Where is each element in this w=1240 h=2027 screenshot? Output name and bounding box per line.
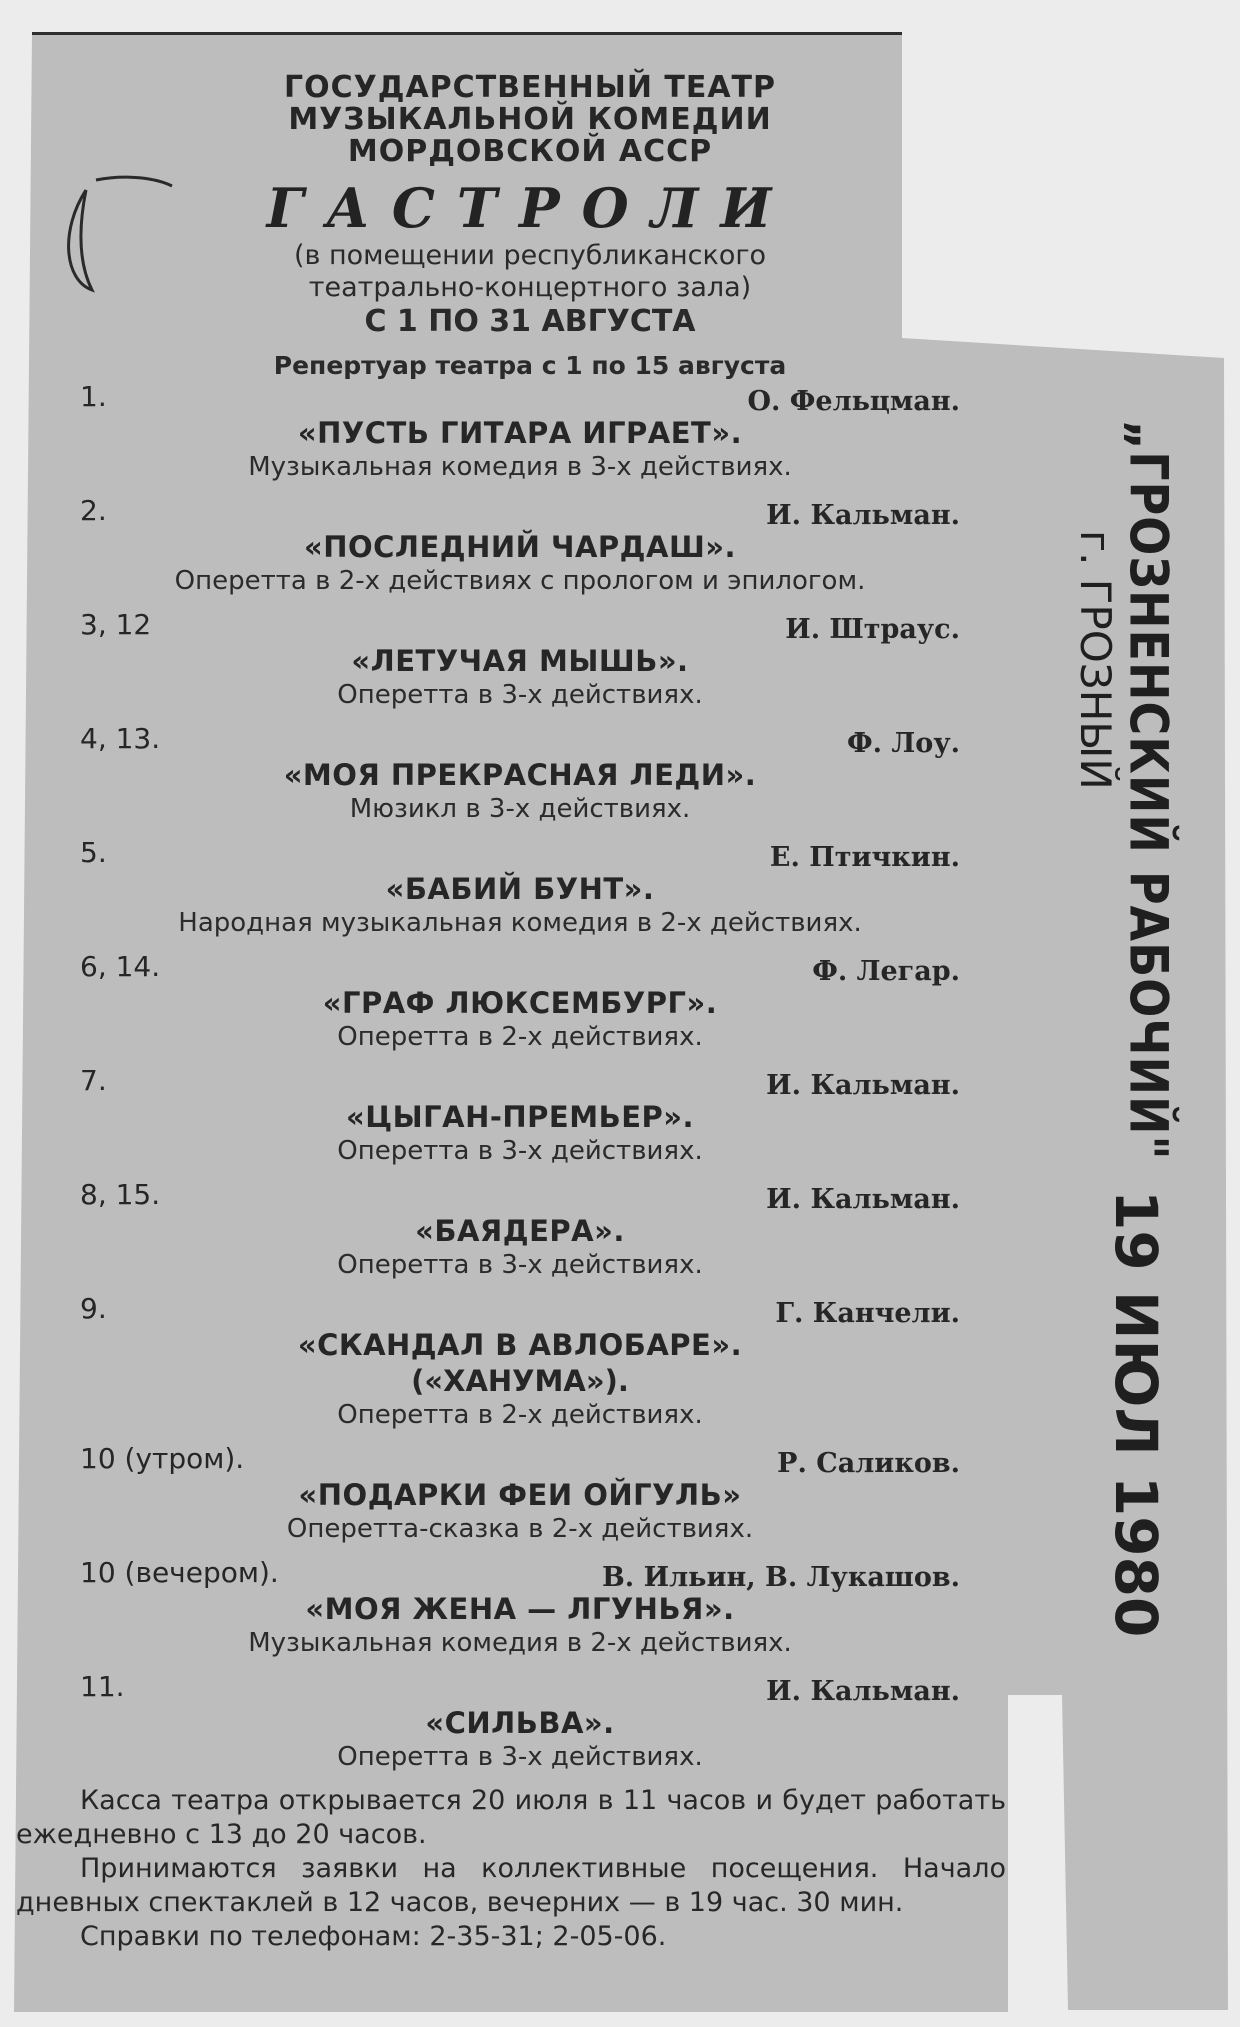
list-item (80, 1556, 960, 1670)
entry-author: И. Кальман. (766, 1070, 960, 1101)
entry-title: «СИЛЬВА». (425, 1706, 615, 1740)
entry-title: «ПОСЛЕДНИЙ ЧАРДАШ». (303, 530, 737, 564)
entry-author: И. Штраус. (785, 614, 960, 645)
list-item (80, 1064, 960, 1178)
list-item (80, 1178, 960, 1292)
entry-title: «ПОДАРКИ ФЕИ ОЙГУЛЬ» (298, 1478, 742, 1512)
venue-line1: (в помещении республиканского (293, 240, 767, 271)
entry-title: «ГРАФ ЛЮКСЕМБУРГ». (322, 986, 718, 1020)
page-title: ГАСТРОЛИ (266, 176, 794, 240)
theatre-name-line2: МУЗЫКАЛЬНОЙ КОМЕДИИ (288, 102, 772, 137)
entry-number: 2. (80, 494, 107, 527)
entry-subtitle: («ХАНУМА»). (411, 1364, 629, 1398)
entry-genre: Оперетта в 2-х действиях. (337, 1022, 703, 1052)
entry-number: 10 (утром). (80, 1442, 245, 1475)
list-item (80, 1442, 960, 1556)
entry-genre: Оперетта-сказка в 2-х действиях. (286, 1514, 754, 1544)
entry-author: Г. Канчели. (775, 1298, 960, 1329)
entry-title: «БАЯДЕРА». (415, 1214, 625, 1248)
stamp-city: г. ГРОЗНЫЙ (1071, 530, 1120, 790)
theatre-name-line3: МОРДОВСКОЙ АССР (347, 134, 713, 169)
entry-title: «ЛЕТУЧАЯ МЫШЬ». (351, 644, 689, 678)
repertoire-heading: Репертуар театра с 1 по 15 августа (273, 351, 787, 380)
entry-number: 3, 12 (80, 608, 152, 641)
entry-author: Ф. Легар. (812, 956, 960, 987)
entry-number: 9. (80, 1292, 107, 1325)
list-item (80, 950, 960, 1064)
entry-genre: Оперетта в 3-х действиях. (337, 1250, 703, 1280)
box-office-note: Касса театра открывается 20 июля в 11 часов и будет работать ежедневно с 13 до 20 часов. (16, 1785, 1006, 1850)
entry-author: Е. Птичкин. (769, 842, 960, 873)
entry-genre: Музыкальная комедия в 2-х действиях. (248, 1628, 792, 1658)
entry-author: О. Фельцман. (747, 386, 960, 417)
list-item (80, 1670, 960, 1784)
entry-genre: Оперетта в 2-х действиях с прологом и эпилогом. (174, 566, 866, 596)
entry-genre: Оперетта в 2-х действиях. (337, 1400, 703, 1430)
entry-genre: Мюзикл в 3-х действиях. (349, 794, 691, 824)
entry-number: 8, 15. (80, 1178, 161, 1211)
group-requests-note: Принимаются заявки на коллективные посещения. Начало дневных спектаклей в 12 часов, вечерних — в 19 час. 30 мин. (16, 1853, 1006, 1918)
entry-number: 4, 13. (80, 722, 161, 755)
entry-author: И. Кальман. (766, 1184, 960, 1215)
entry-genre: Народная музыкальная комедия в 2-х действиях. (178, 908, 862, 938)
entry-title: «БАБИЙ БУНТ». (385, 872, 655, 906)
entry-number: 6, 14. (80, 950, 161, 983)
entry-author: Ф. Лоу. (847, 728, 960, 759)
top-rule (32, 32, 902, 35)
venue-line2: театрально-концертного зала) (308, 272, 752, 303)
list-item (80, 836, 960, 950)
entry-number: 1. (80, 380, 107, 413)
entry-title: «ПУСТЬ ГИТАРА ИГРАЕТ». (297, 416, 743, 450)
list-item (80, 722, 960, 836)
entry-number: 10 (вечером). (80, 1556, 279, 1589)
newspaper-stamp (1068, 420, 1188, 1880)
entry-genre: Музыкальная комедия в 3-х действиях. (248, 452, 792, 482)
list-item (80, 380, 960, 494)
entry-author: В. Ильин, В. Лукашов. (601, 1562, 960, 1593)
entry-title: «СКАНДАЛ В АВЛОБАРЕ». (297, 1328, 743, 1362)
tour-dates: С 1 ПО 31 АВГУСТА (364, 304, 696, 339)
stamp-date: 19 ИЮЛ 1980 (1102, 1190, 1170, 1638)
entry-genre: Оперетта в 3-х действиях. (337, 1136, 703, 1166)
entry-number: 11. (80, 1670, 125, 1703)
footer-info (16, 1784, 1006, 1954)
entry-title: «МОЯ ПРЕКРАСНАЯ ЛЕДИ». (283, 758, 757, 792)
entry-author: Р. Саликов. (777, 1448, 960, 1479)
list-item (80, 608, 960, 722)
phone-info: Справки по телефонам: 2-35-31; 2-05-06. (80, 1921, 667, 1952)
entry-title: «ЦЫГАН-ПРЕМЬЕР». (345, 1100, 695, 1134)
entry-author: И. Кальман. (766, 500, 960, 531)
entry-number: 7. (80, 1064, 107, 1097)
entry-title: «МОЯ ЖЕНА — ЛГУНЬЯ». (305, 1592, 735, 1626)
theatre-name-line1: ГОСУДАРСТВЕННЫЙ ТЕАТР (283, 70, 776, 105)
stamp-paper-name: „ГРОЗНЕНСКИЙ РАБОЧИЙ" (1117, 420, 1180, 1161)
entry-author: И. Кальман. (766, 1676, 960, 1707)
list-item (80, 494, 960, 608)
entry-number: 5. (80, 836, 107, 869)
entry-genre: Оперетта в 3-х действиях. (337, 680, 703, 710)
entry-genre: Оперетта в 3-х действиях. (337, 1742, 703, 1772)
list-item (80, 1292, 960, 1442)
